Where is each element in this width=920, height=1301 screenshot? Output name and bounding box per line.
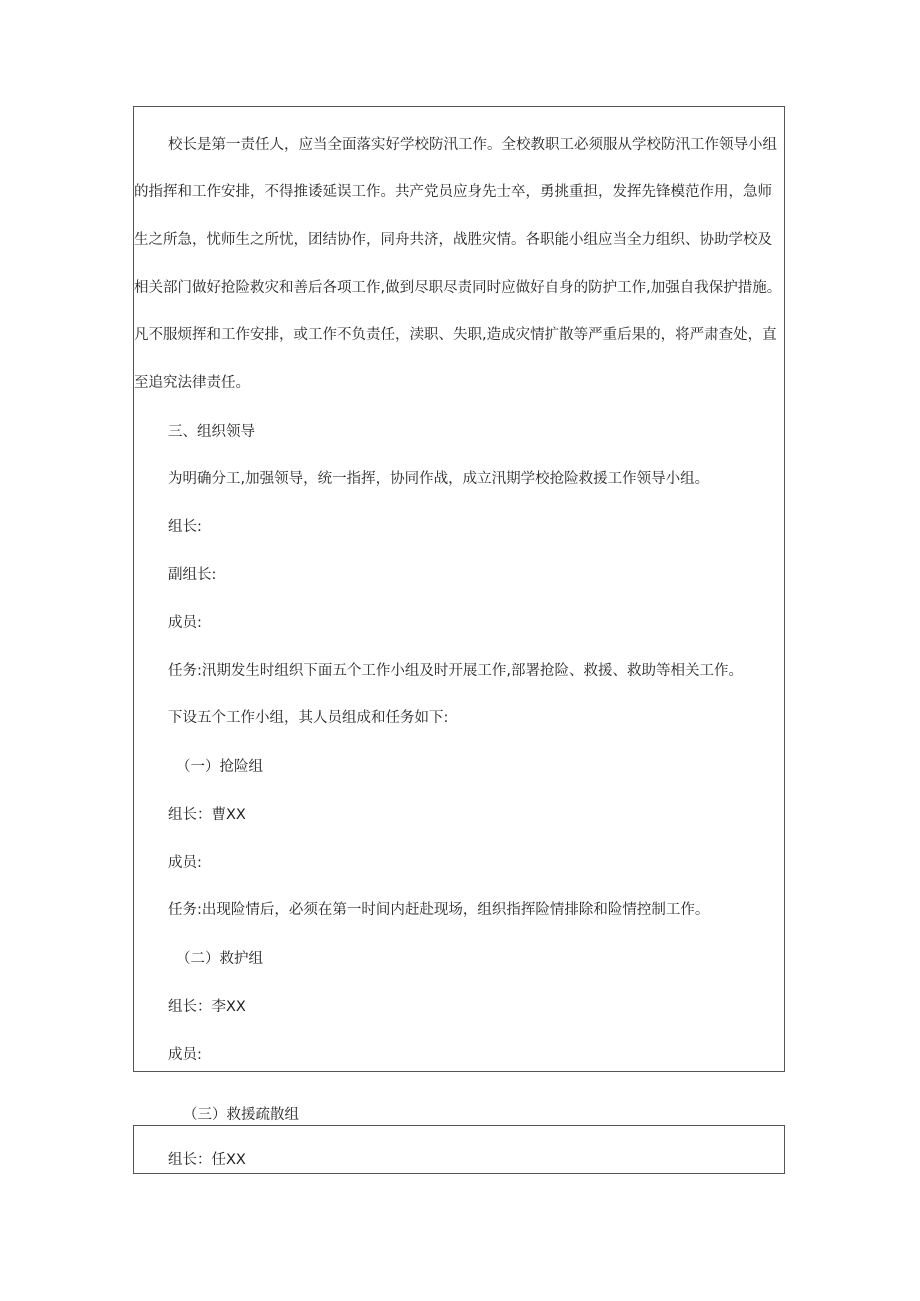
document-frame-main <box>133 106 785 1072</box>
group1-members: 成员: <box>168 855 202 871</box>
members-label: 成员: <box>168 615 202 631</box>
group2-members: 成员: <box>168 1047 202 1063</box>
deputy-leader-label: 副组长: <box>168 567 217 583</box>
group3-leader: 组长：任XX <box>168 1152 246 1168</box>
task-text: 任务:汛期发生时组织下面五个工作小组及时开展工作,部署抢险、救援、救助等相关工作。 <box>168 663 743 679</box>
paragraph-line: 校长是第一责任人，应当全面落实好学校防汛工作。全校教职工必须服从学校防汛工作领导小组 <box>168 137 777 153</box>
leader-label: 组长: <box>168 519 202 535</box>
paragraph-line: 生之所急，忧师生之所忧，团结协作，同舟共济，战胜灾情。各职能小组应当全力组织、协助学校及 <box>134 232 772 248</box>
group2-leader: 组长：李XX <box>168 999 246 1015</box>
group1-task: 任务:出现险情后，必须在第一时间内赶赴现场，组织指挥险情排除和险情控制工作。 <box>168 902 710 918</box>
section-title: 三、组织领导 <box>168 424 255 440</box>
group1-title: （一）抢险组 <box>176 759 263 775</box>
intro-text: 为明确分工,加强领导，统一指挥，协同作战，成立汛期学校抢险救援工作领导小组。 <box>168 471 710 487</box>
paragraph-line: 凡不服烦挥和工作安排，或工作不负责任，渎职、失职,造成灾情扩散等严重后果的，将严肃查处，直 <box>134 327 777 343</box>
paragraph-line: 的指挥和工作安排，不得推诿延误工作。共产党员应身先士卒，勇挑重担，发挥先锋模范作用，急师 <box>134 184 772 200</box>
group3-title: （三）救援疏散组 <box>183 1107 299 1123</box>
document-frame-tail <box>133 1125 785 1174</box>
paragraph-line: 相关部门做好抢险救灾和善后各项工作,做到尽职尽责同时应做好自身的防护工作,加强自我保护措施。 <box>134 280 782 296</box>
group1-leader: 组长：曹XX <box>168 807 246 823</box>
group2-title: （二）救护组 <box>176 951 263 967</box>
groups-intro: 下设五个工作小组，其人员组成和任务如下: <box>168 710 449 726</box>
paragraph-line: 至追究法律责任。 <box>134 375 250 391</box>
